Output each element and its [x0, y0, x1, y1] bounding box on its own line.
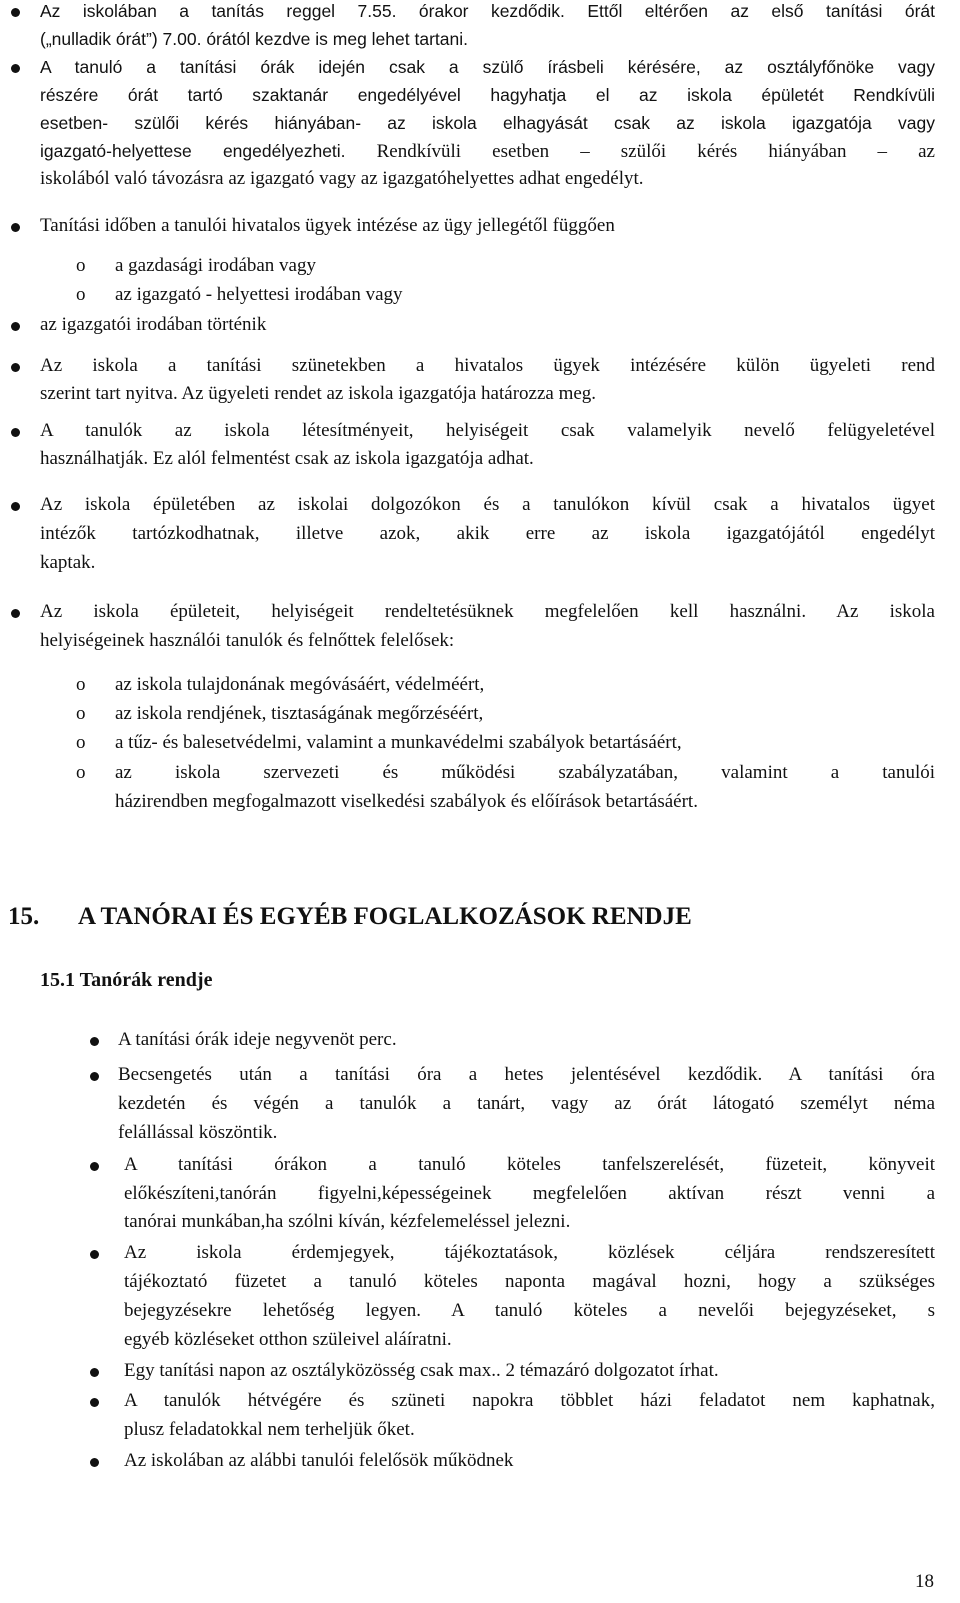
text-line: használhatják. Ez alól felmentést csak az iskola igazgatója adhat. [40, 448, 534, 469]
bullet-icon [90, 1398, 99, 1407]
bullet-icon [11, 428, 20, 437]
text-line: a gazdasági irodában vagy [115, 255, 316, 276]
text-line: felállással köszöntik. [118, 1122, 278, 1143]
text-line: tanórai munkában,ha szólni kíván, kézfelemeléssel jelezni. [124, 1211, 571, 1232]
text-line: A tanítási órák ideje negyvenöt perc. [118, 1029, 397, 1050]
sub-bullet-icon: o [76, 703, 86, 724]
text-line: Az iskola a tanítási szünetekben a hivatalos ügyek intézésére külön ügyeleti rend [40, 355, 935, 376]
subsection-heading: 15.1 Tanórák rendje [40, 969, 213, 991]
text-line: helyiségeinek használói tanulók és felnőttek felelősek: [40, 630, 455, 651]
text-line: az iskola rendjének, tisztaságának megőrzéséért, [115, 703, 484, 724]
text-line: az iskola szervezeti és működési szabályzatában, valamint a tanulói [115, 762, 935, 783]
bullet-icon [90, 1072, 99, 1081]
bullet-icon [90, 1037, 99, 1046]
text-line: tájékoztató füzetet a tanuló köteles naponta magával hozni, hogy a szükséges [124, 1271, 935, 1292]
text-line: részére órát tartó szaktanár engedélyével hagyhatja el az iskola épületét Rendkívüli [40, 85, 935, 105]
bullet-icon [90, 1250, 99, 1259]
text-line: Becsengetés után a tanítási óra a hetes jelentésével kezdődik. A tanítási óra [118, 1064, 935, 1085]
text-line: szerint tart nyitva. Az ügyeleti rendet az iskola igazgatója határozza meg. [40, 383, 597, 404]
text-line: egyéb közléseket otthon szüleivel aláíratni. [124, 1329, 452, 1350]
text-line: az igazgató - helyettesi irodában vagy [115, 284, 403, 305]
bullet-icon [11, 322, 20, 331]
sub-bullet-icon: o [76, 762, 86, 783]
text-line: („nulladik órát”) 7.00. órától kezdve is meg lehet tartani. [40, 29, 468, 49]
text-line: plusz feladatokkal nem terheljük őket. [124, 1419, 415, 1440]
text-span: igazgató-helyettese engedélyezheti. [40, 141, 346, 161]
text-line: Tanítási időben a tanulói hivatalos ügyek intézése az ügy jellegétől függően [40, 215, 615, 236]
section-number: 15. [8, 903, 40, 930]
text-line: a tűz- és balesetvédelmi, valamint a munkavédelmi szabályok betartásáért, [115, 732, 682, 753]
bullet-icon [11, 8, 20, 17]
text-line: Egy tanítási napon az osztályközösség csak max.. 2 témazáró dolgozatot írhat. [124, 1360, 719, 1381]
text-line: A tanulók hétvégére és szüneti napokra többlet házi feladatot nem kaphatnak, [124, 1390, 935, 1411]
text-line: Az iskola érdemjegyek, tájékoztatások, közlések céljára rendszeresített [124, 1242, 935, 1263]
bullet-icon [11, 64, 20, 73]
text-line: Az iskola épületeit, helyiségeit rendeltetésüknek megfelelően kell használni. Az iskola [40, 601, 935, 622]
text-span: Rendkívüli esetben – szülői kérés hiányában – az [345, 141, 935, 162]
text-line: iskolából való távozásra az igazgató vagy az igazgatóhelyettes adhat engedélyt. [40, 168, 644, 189]
sub-bullet-icon: o [76, 732, 86, 753]
text-line: az iskola tulajdonának megóvásáért, védelméért, [115, 674, 485, 695]
page-number: 18 [915, 1571, 934, 1592]
text-line: intézők tartózkodhatnak, illetve azok, akik erre az iskola igazgatójától engedélyt [40, 523, 935, 544]
sub-bullet-icon: o [76, 284, 86, 305]
text-line: kaptak. [40, 552, 96, 573]
sub-bullet-icon: o [76, 255, 86, 276]
text-line: bejegyzésekre lehetőség legyen. A tanuló köteles a nevelői bejegyzéseket, s [124, 1300, 935, 1321]
text-line: Az iskola épületében az iskolai dolgozókon és a tanulókon kívül csak a hivatalos ügyet [40, 494, 935, 515]
bullet-icon [90, 1458, 99, 1467]
bullet-icon [11, 609, 20, 618]
text-line: esetben- szülői kérés hiányában- az iskola elhagyását csak az iskola igazgatója vagy [40, 113, 935, 133]
text-line: A tanulók az iskola létesítményeit, helyiségeit csak valamelyik nevelő felügyeletével [40, 420, 935, 441]
bullet-icon [11, 502, 20, 511]
text-line: kezdetén és végén a tanulók a tanárt, vagy az órát látogató személyt néma [118, 1093, 935, 1114]
text-line: Az iskolában az alábbi tanulói felelősök működnek [124, 1450, 514, 1471]
text-line [40, 140, 935, 163]
bullet-icon [90, 1368, 99, 1377]
section-heading [8, 902, 692, 932]
bullet-icon [11, 223, 20, 232]
text-line: A tanítási órákon a tanuló köteles tanfelszerelését, füzeteit, könyveit [124, 1154, 935, 1175]
section-title: A TANÓRAI ÉS EGYÉB FOGLALKOZÁSOK RENDJE [78, 903, 692, 930]
text-line: az igazgatói irodában történik [40, 314, 267, 335]
sub-bullet-icon: o [76, 674, 86, 695]
text-line: Az iskolában a tanítás reggel 7.55. órakor kezdődik. Ettől eltérően az első tanítási órát [40, 1, 935, 21]
bullet-icon [11, 363, 20, 372]
text-line: A tanuló a tanítási órák idején csak a szülő írásbeli kérésére, az osztályfőnöke vagy [40, 57, 935, 77]
text-line: házirendben megfogalmazott viselkedési szabályok és előírások betartásáért. [115, 791, 698, 812]
bullet-icon [90, 1162, 99, 1171]
text-line: előkészíteni,tanórán figyelni,képességeinek megfelelően aktívan részt venni a [124, 1183, 935, 1204]
